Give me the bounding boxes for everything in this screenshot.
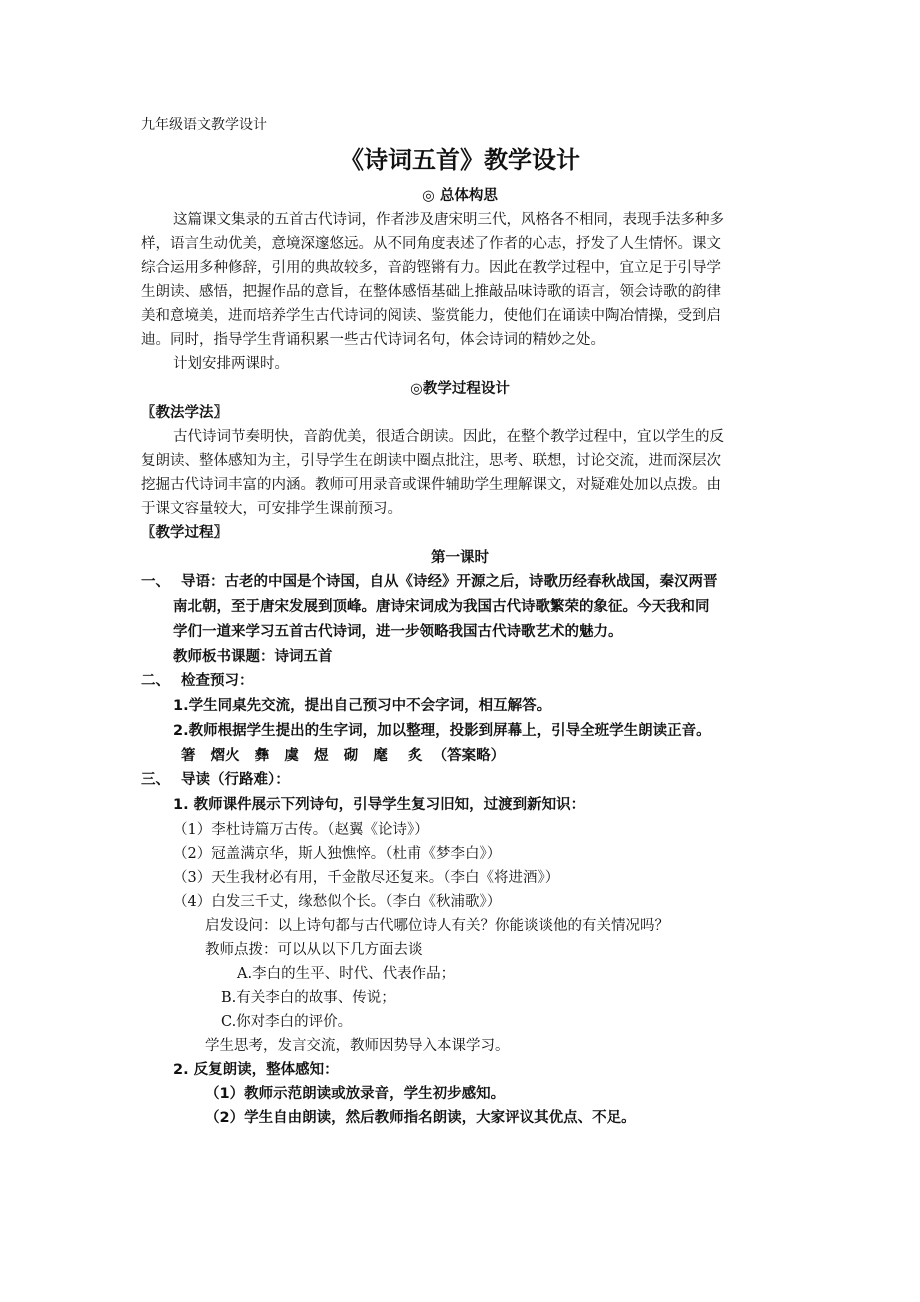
overall-para-line: 迪。同时，指导学生背诵积累一些古代诗词名句，体会诗词的精妙之处。 xyxy=(141,332,605,348)
poem-line: （4）白发三千丈，缘愁似个长。（李白《秋浦歌》） xyxy=(173,894,502,910)
process-heading: ◎教学过程设计 xyxy=(410,381,510,397)
process-label: 〖教学过程〗 xyxy=(141,525,228,541)
method-para-line: 挖掘古代诗词丰富的内涵。教师可用录音或课件辅助学生理解课文，对疑难处加以点拨。由 xyxy=(141,477,721,493)
hint-point: C.你对李白的评价。 xyxy=(221,1014,353,1030)
document-header: 九年级语文教学设计 xyxy=(141,117,267,133)
method-para-line: 复朗读、整体感知为主，引导学生在朗读中圈点批注，思考、联想，讨论交流，进而深层次 xyxy=(141,453,721,469)
page-title: 《诗词五首》教学设计 xyxy=(340,146,580,174)
question-text: 启发设问：以上诗句都与古代哪位诗人有关？你能谈谈他的有关情况吗？ xyxy=(205,918,669,934)
overall-para-line: 美和意境美，进而培养学生古代诗词的阅读、鉴赏能力，使他们在诵读中陶冶情操，受到启 xyxy=(141,308,721,324)
step1-line: 南北朝，至于唐宋发展到顶峰。唐诗宋词成为我国古代诗歌繁荣的象征。今天我和同 xyxy=(173,599,710,615)
vocab-words: 箸 熠火 彝 虞 煜 砌 麾 炙 （答案略） xyxy=(181,748,506,764)
method-label: 〖教法学法〗 xyxy=(141,405,228,421)
overall-para-line: 综合运用多种修辞，引用的典故较多，音韵铿锵有力。因此在教学过程中，宜立足于引导学 xyxy=(141,260,721,276)
step2-item: 2.教师根据学生提出的生字词，加以整理，投影到屏幕上，引导全班学生朗读正音。 xyxy=(173,723,711,739)
step-number: 三、 xyxy=(141,772,170,788)
overall-para-line: 样，语言生动优美，意境深邃悠远。从不同角度表述了作者的心志，抒发了人生情怀。课文 xyxy=(141,236,721,252)
method-para-line: 古代诗词节奏明快，音韵优美，很适合朗读。因此，在整个教学过程中，宜以学生的反 xyxy=(173,429,724,445)
step-number: 二、 xyxy=(141,673,170,689)
overall-para-line: 这篇课文集录的五首古代诗词，作者涉及唐宋明三代，风格各不相同，表现手法多种多 xyxy=(173,212,724,228)
read-item: （1）教师示范朗读或放录音，学生初步感知。 xyxy=(205,1086,506,1102)
read-item: （2）学生自由朗读，然后教师指名朗读，大家评议其优点、不足。 xyxy=(205,1110,636,1126)
overall-heading: ◎ 总体构思 xyxy=(422,188,498,204)
step3-title: 导读（行路难）： xyxy=(181,772,290,788)
hint-point: A.李白的生平、时代、代表作品； xyxy=(237,966,456,982)
poem-line: （3）天生我材必有用，千金散尽还复来。（李白《将进酒》） xyxy=(173,870,560,886)
step3-sub2: 2. 反复朗读，整体感知： xyxy=(173,1062,339,1078)
hint-point: B.有关李白的故事、传说； xyxy=(221,990,396,1006)
step1-line: 学们一道来学习五首古代诗词，进一步领略我国古代诗歌艺术的魅力。 xyxy=(173,624,623,640)
overall-para-line: 生朗读、感悟，把握作品的意旨，在整体感悟基础上推敲品味诗歌的语言，领会诗歌的韵律 xyxy=(141,284,721,300)
method-para-line: 于课文容量较大，可安排学生课前预习。 xyxy=(141,501,402,517)
lesson-heading: 第一课时 xyxy=(431,550,489,566)
poem-line: （1）李杜诗篇万古传。（赵翼《论诗》） xyxy=(173,822,429,838)
step2-item: 1.学生同桌先交流，提出自己预习中不会字词，相互解答。 xyxy=(173,698,552,714)
plan-text: 计划安排两课时。 xyxy=(173,356,289,372)
hint-text: 教师点拨：可以从以下几方面去谈 xyxy=(205,942,423,958)
poem-line: （2）冠盖满京华，斯人独憔悴。（杜甫《梦李白》） xyxy=(173,846,502,862)
step1-line: 教师板书课题：诗词五首 xyxy=(173,649,333,665)
think-text: 学生思考，发言交流，教师因势导入本课学习。 xyxy=(205,1038,510,1054)
step-number: 一、 xyxy=(141,574,170,590)
step2-title: 检查预习： xyxy=(181,673,254,689)
step3-sub1: 1. 教师课件展示下列诗句，引导学生复习旧知，过渡到新知识： xyxy=(173,797,586,813)
step1-line: 导语：古老的中国是个诗国，自从《诗经》开源之后，诗歌历经春秋战国，秦汉两晋 xyxy=(181,574,718,590)
